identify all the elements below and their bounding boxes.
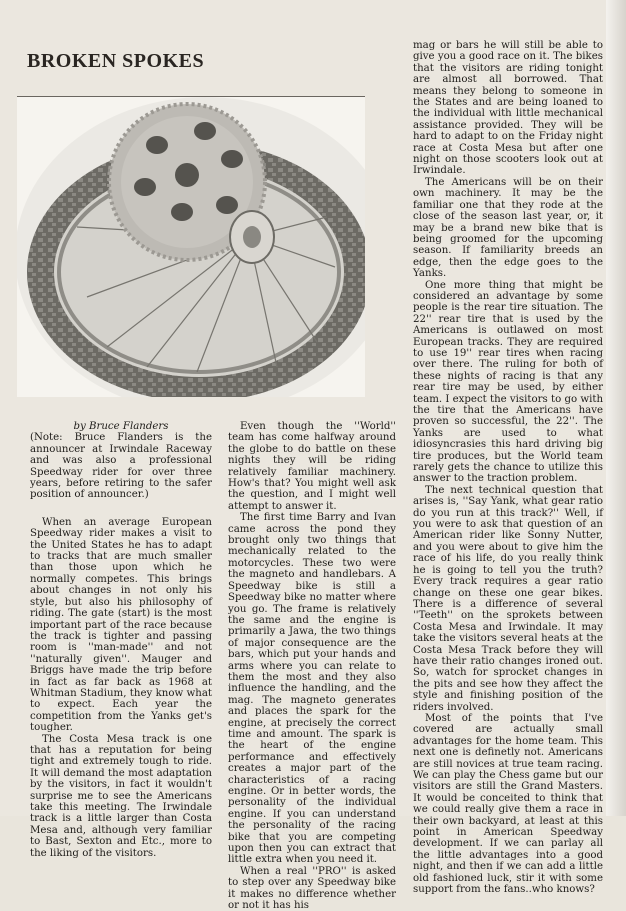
wheel-illustration [17,97,365,397]
paragraph: The Americans will be on their own machinery. It may be the familiar one that they rode at the close of the season last year, or, it may be a brand new bike that is being groomed for the upcoming season. If familiarity breeds an edge, then the edge goes to the Yanks. [413,176,603,280]
paragraph: When an average European Speedway rider makes a visit to the United States he has to adapt to tracks that are much smaller than those upon which he normally competes. This brings about changes in not only his style, but also his philosophy of riding. The gate (start) is the most important part of the race because the track is tighter and passing room is ''man-made'' and not ''naturally given''. Mauger and Briggs have made the trip before in fact as far back as 1968 at Whitman Stadium, they know what to expect. Each year the competition from the Yanks get's tougher. [30,516,212,734]
paragraph: Most of the points that I've covered are actually small advantages for the home team. This next one is definetly not. Americans are still novices at true team racing. We can play the Chess game but our visitors are still the Grand Masters. It would be conceited to think that we could really give them a race in their own backyard, at least at this point in American Speedway development. If we can parlay all the little advantages into a good night, and then if we can add a little old fashioned luck, stir it with some support from the fans..who knows? [413,712,603,896]
paragraph: mag or bars he will still be able to give you a good race on it. The bikes that the visitors are riding tonight are almost all borrowed. That means they belong to someone in the States and are being loaned to the individual with little mechanical assistance provided. They will be hard to adapt to on the Friday night race at Costa Mesa but after one night on those scooters look out at Irwindale. [413,40,603,177]
paragraph: The next technical question that arises is, ''Say Yank, what gear ratio do you run at this track?'' Well, if you were to ask that question of an American rider like Sonny Nutter, and you were about to give him the race of his life, do you really think he is going to tell you the truth? Every track requires a gear ratio change on these one gear bikes. There is a difference of several ''Teeth'' on the sprokets between Costa Mesa and Irwindale. It may take the visitors several heats at the Costa Mesa Track before they will have their ratio changes ironed out. So, watch for sprocket changes in the pits and see how they affect the style and finishing position of the riders involved. [413,484,603,713]
column-3 [413,40,603,895]
paragraph: Even though the ''World'' team has come halfway around the globe to do battle on these nights they will be riding relatively familiar machinery. How's that? You might well ask the question, and I might well attempt to answer it. [228,421,396,512]
paragraph: The first time Barry and Ivan came across the pond they brought only two things that mechanically related to the motorcycles. These two were the magneto and handlebars. A Speedway bike is still a Speedway bike no matter where you go. The frame is relatively the same and the engine is primarily a Jawa, the two things of major consequence are the bars, which put your hands and arms where you can relate to them the most and they also influence the handling, and the mag. The magneto generates and places the spark for the engine, at precisely the correct time and amount. The spark is the heart of the engine performance and effectively creates a major part of the characteristics of a racing engine. Or in better words, the personality of the individual engine. If you can understand the personality of the racing bike that you are competing upon then you can extract that little extra when you need it. [228,512,396,866]
paragraph: The Costa Mesa track is one that has a reputation for being tight and extremely tough to ride. It will demand the most adaptation by the visitors, in fact it wouldn't surprise me to see the Americans take this meeting. The Irwindale track is a little larger than Costa Mesa and, although very familiar to Bast, Sexton and Etc., more to the liking of the visitors. [30,733,212,859]
column-2 [228,421,396,911]
byline: by Bruce Flanders [73,421,169,432]
editor-note: (Note: Bruce Flanders is the announcer at Irwindale Raceway and was also a professional Speedway rider for over three years, before retiring to the safer position of announcer.) [30,432,212,501]
column-1 [30,421,212,859]
page-edge [606,0,626,816]
wheel-photo [17,96,365,397]
article-title: BROKEN SPOKES [27,50,205,72]
paragraph: When a real ''PRO'' is asked to step over any Speedway bike it makes no difference whether or not it has his [228,865,396,911]
paragraph: One more thing that might be considered an advantage by some people is the rear tire situation. The 22'' rear tire that is used by the Americans is outlawed on most European tracks. They are required to use 19'' rear tires when racing over there. The ruling for both of these nights of racing is that any rear tire may be used, by either team. I expect the visitors to go with the tire that the Americans have proven so successful, the 22''. The Yanks are used to what idiosyncrasies this hard driving big tire produces, but the World team rarely gets the chance to utilize this answer to the traction problem. [413,279,603,485]
